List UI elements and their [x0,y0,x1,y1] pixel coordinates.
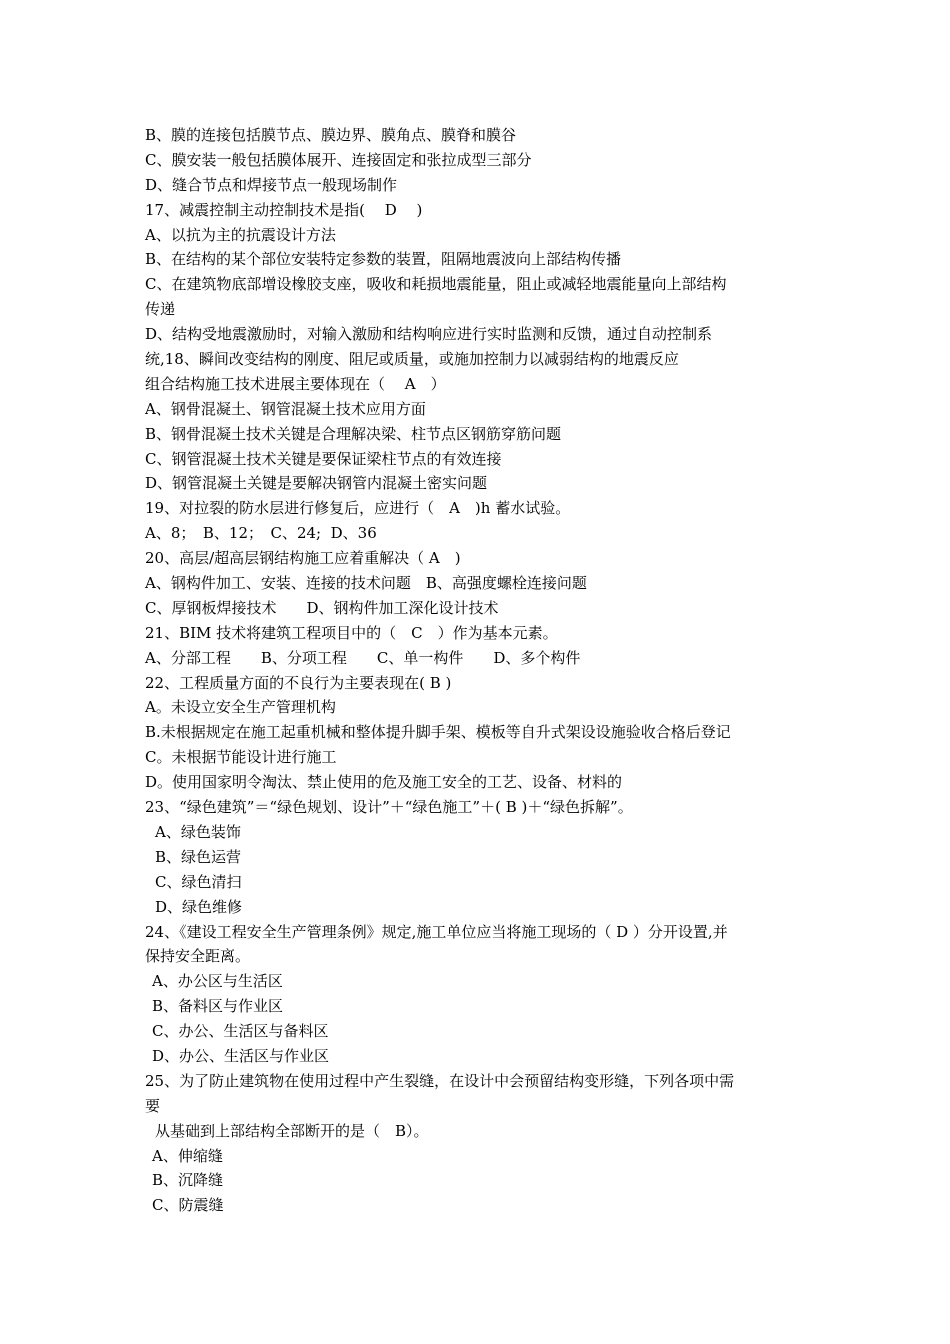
q24-option-d: D、办公、生活区与作业区 [152,1046,330,1065]
q19-options: A、8； B、12； C、24; D、36 [145,524,377,543]
q23-option-a: A、绿色装饰 [155,822,241,841]
question-21: 21、BIM 技术将建筑工程项目中的（ C ）作为基本元素。 [145,623,558,642]
q17-option-d: D、结构受地震激励时，对输入激励和结构响应进行实时监测和反馈，通过自动控制系 [145,325,713,344]
q22-option-b: B.未根据规定在施工起重机械和整体提升脚手架、模板等自升式架设设施验收合格后登记 [145,723,731,742]
q17-option-c: C、在建筑物底部增设橡胶支座，吸收和耗损地震能量，阻止或减轻地震能量向上部结构 [145,275,727,294]
q18-option-c: C、钢管混凝土技术关键是要保证梁柱节点的有效连接 [145,449,502,468]
q24-option-a: A、办公区与生活区 [152,972,283,991]
question-18: 组合结构施工技术进展主要体现在（ A ） [145,374,446,393]
question-24-cont: 保持安全距离。 [145,947,251,966]
q18-option-a: A、钢骨混凝土、钢管混凝土技术应用方面 [145,399,426,418]
question-20: 20、高层/超高层钢结构施工应着重解决（ A ) [145,549,461,568]
q23-option-c: C、绿色清扫 [155,872,242,891]
option-d-seam-nodes: D、缝合节点和焊接节点一般现场制作 [145,175,398,194]
question-25-cont: 要 [145,1096,161,1115]
question-23: 23、“绿色建筑”＝“绿色规划、设计”＋“绿色施工”＋( B )＋“绿色拆解”。 [145,798,633,817]
q25-option-c: C、防震缝 [152,1196,224,1215]
q17-option-b: B、在结构的某个部位安装特定参数的装置，阻隔地震波向上部结构传播 [145,250,622,269]
q17-option-c-cont: 传递 [145,300,176,319]
q21-options: A、分部工程 B、分项工程 C、单一构件 D、多个构件 [145,648,581,667]
q18-option-d: D、钢管混凝土关键是要解决钢管内混凝土密实问题 [145,474,488,493]
question-24: 24、《建设工程安全生产管理条例》规定,施工单位应当将施工现场的（ D ）分开设置,并 [145,922,728,941]
q23-option-d: D、绿色维修 [155,897,243,916]
question-25-cont2: 从基础到上部结构全部断开的是（ B）。 [155,1121,429,1140]
q17-option-a: A、以抗为主的抗震设计方法 [145,225,336,244]
document-page [145,123,815,1218]
q17-option-d-cont: 统,18、瞬间改变结构的刚度、阻尼或质量，或施加控制力以减弱结构的地震反应 [145,350,679,369]
question-19: 19、对拉裂的防水层进行修复后，应进行（ A )h 蓄水试验。 [145,499,571,518]
q24-option-c: C、办公、生活区与备料区 [152,1022,329,1041]
q22-option-d: D。使用国家明令淘汰、禁止使用的危及施工安全的工艺、设备、材料的 [145,773,623,792]
question-22: 22、工程质量方面的不良行为主要表现在( B ) [145,673,452,692]
question-17: 17、减震控制主动控制技术是指( D ) [145,200,423,219]
q22-option-a: A。未设立安全生产管理机构 [145,698,336,717]
q23-option-b: B、绿色运营 [155,847,242,866]
q20-options-cd: C、厚钢板焊接技术 D、钢构件加工深化设计技术 [145,598,499,617]
q22-option-c: C。未根据节能设计进行施工 [145,748,337,767]
option-c-membrane-installation: C、膜安装一般包括膜体展开、连接固定和张拉成型三部分 [145,150,532,169]
q24-option-b: B、备料区与作业区 [152,997,284,1016]
q20-options-ab: A、钢构件加工、安装、连接的技术问题 B、高强度螺栓连接问题 [145,574,587,593]
q18-option-b: B、钢骨混凝土技术关键是合理解决梁、柱节点区钢筋穿筋问题 [145,424,562,443]
option-b-membrane-connection: B、膜的连接包括膜节点、膜边界、膜角点、膜脊和膜谷 [145,126,517,144]
question-25: 25、为了防止建筑物在使用过程中产生裂缝，在设计中会预留结构变形缝，下列各项中需 [145,1071,735,1090]
q25-option-b: B、沉降缝 [152,1171,224,1190]
q25-option-a: A、伸缩缝 [152,1146,223,1165]
